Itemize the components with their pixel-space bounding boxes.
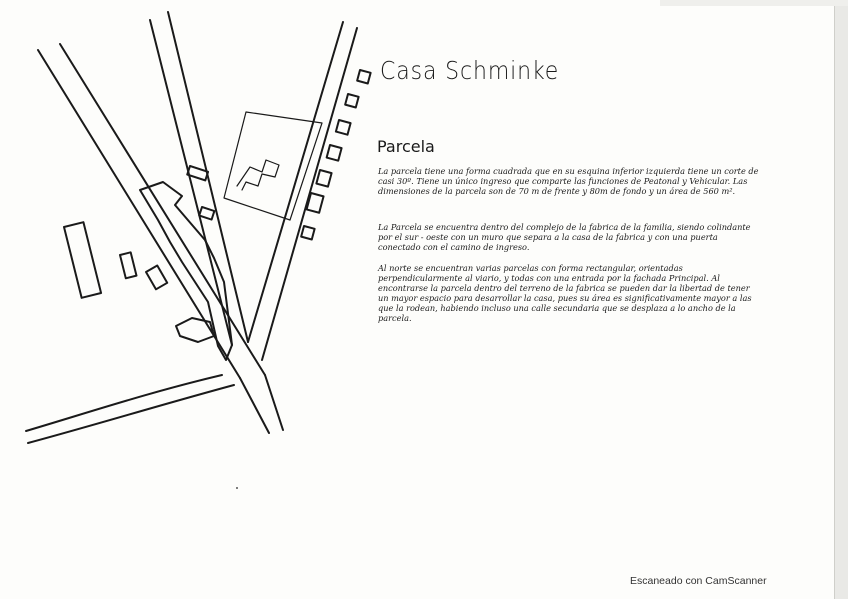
main-road bbox=[38, 44, 283, 433]
building-block-left bbox=[64, 222, 101, 298]
factory-wall bbox=[140, 182, 232, 360]
building-block-small-1 bbox=[120, 252, 136, 278]
building-block-small-4 bbox=[199, 207, 214, 220]
document-title: Casa Schminke bbox=[380, 56, 560, 85]
section-heading: Parcela bbox=[377, 137, 435, 156]
building-block-oval bbox=[176, 318, 214, 342]
lower-road bbox=[26, 375, 234, 443]
house-footprint bbox=[237, 160, 279, 190]
paragraph-parcel-shape: La parcela tiene una forma cuadrada que en su esquina inferior izquierda tiene un corte de casi 30º. Tiene un único ingreso que comparte las funciones de Peatonal y Vehicular. Las dimensiones de la parcela son de 70 m de frente y 80m de fondo y un área de 560 m². bbox=[378, 166, 759, 196]
building-block-small-2 bbox=[146, 266, 167, 290]
paragraph-surroundings: Al norte se encuentran varias parcelas con forma rectangular, orientadas perpendicularmente al viario, y todas con una entrada por la fachada Principal. Al encontrarse la parcela dentro del terreno de la fabrica se pueden dar la libertad de tener un mayor espacio para desarrollar la casa, pues su área es significativamente mayor a las que la rodean, habiendo incluso una calle secundaria que se desplaza a lo ancho de la parcela. bbox=[378, 263, 752, 323]
scanner-watermark: Escaneado con CamScanner bbox=[630, 575, 767, 587]
paragraph-parcel-location: La Parcela se encuentra dentro del complejo de la fabrica de la familia, siendo colindante por el sur - oeste con un muro que separa a la casa de la fabrica y con una puerta conectado con el camino de ingreso. bbox=[378, 222, 751, 252]
scan-speck bbox=[236, 487, 238, 489]
